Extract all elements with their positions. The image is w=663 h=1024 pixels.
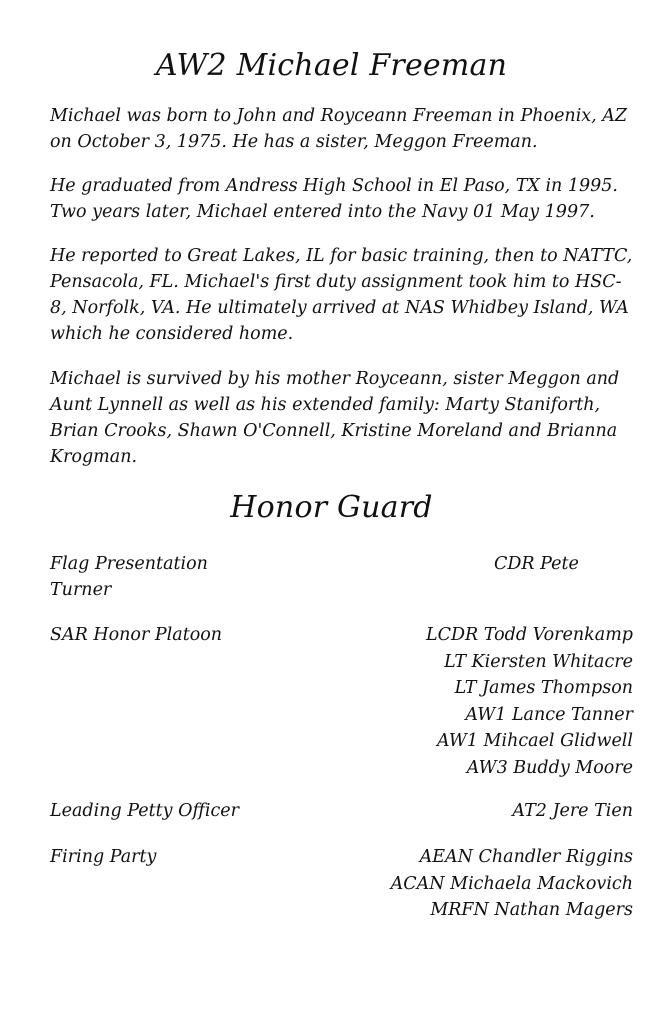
bio-paragraph: He graduated from Andress High School in El Paso, TX in 1995. Two years later, Michael entered into the Navy 01 May 1997.: [50, 176, 618, 222]
role-flag-presentation: Flag Presentation Turner: [50, 554, 208, 600]
role-leading-petty-officer: Leading Petty Officer: [50, 801, 239, 821]
flag-presentation-name: CDR Pete: [494, 554, 579, 574]
member-name: AW3 Buddy Moore: [466, 757, 633, 778]
bio-title: AW2 Michael Freeman: [155, 48, 508, 83]
member-name: AW1 Mihcael Glidwell: [436, 731, 633, 751]
member-name: MRFN Nathan Magers: [430, 900, 633, 920]
member-name: AW1 Lance Tanner: [465, 704, 633, 725]
bio-paragraph: Michael was born to John and Royceann Freeman in Phoenix, AZ on October 3, 1975. He has a sister, Meggon Freeman.: [50, 106, 628, 152]
role-firing-party: Firing Party: [50, 847, 157, 867]
firing-party-names: [391, 844, 633, 924]
leading-petty-officer-names: [512, 798, 633, 825]
member-name: AT2 Jere Tien: [512, 801, 633, 821]
bio-paragraph: He reported to Great Lakes, IL for basic training, then to NATTC, Pensacola, FL. Michael's first duty assignment took him to HSC-8, Norfolk, VA. He ultimately arrived at NAS Whidbey Island, WA which he considered home.: [50, 246, 633, 344]
bio-paragraph: Michael is survived by his mother Royceann, sister Meggon and Aunt Lynnell as well as his extended family: Marty Staniforth, Brian Crooks, Shawn O'Connell, Kristine Moreland and Brianna Krogman.: [50, 369, 620, 467]
member-name: AEAN Chandler Riggins: [419, 847, 633, 867]
role-sar-honor-platoon: SAR Honor Platoon: [50, 625, 223, 645]
member-name: LT James Thompson: [454, 678, 633, 698]
honor-guard-title: Honor Guard: [230, 490, 433, 525]
sar-honor-platoon-names: [426, 622, 633, 781]
member-name: ACAN Michaela Mackovich: [390, 873, 633, 894]
member-name: LT Kiersten Whitacre: [444, 651, 633, 672]
member-name: LCDR Todd Vorenkamp: [426, 625, 633, 645]
